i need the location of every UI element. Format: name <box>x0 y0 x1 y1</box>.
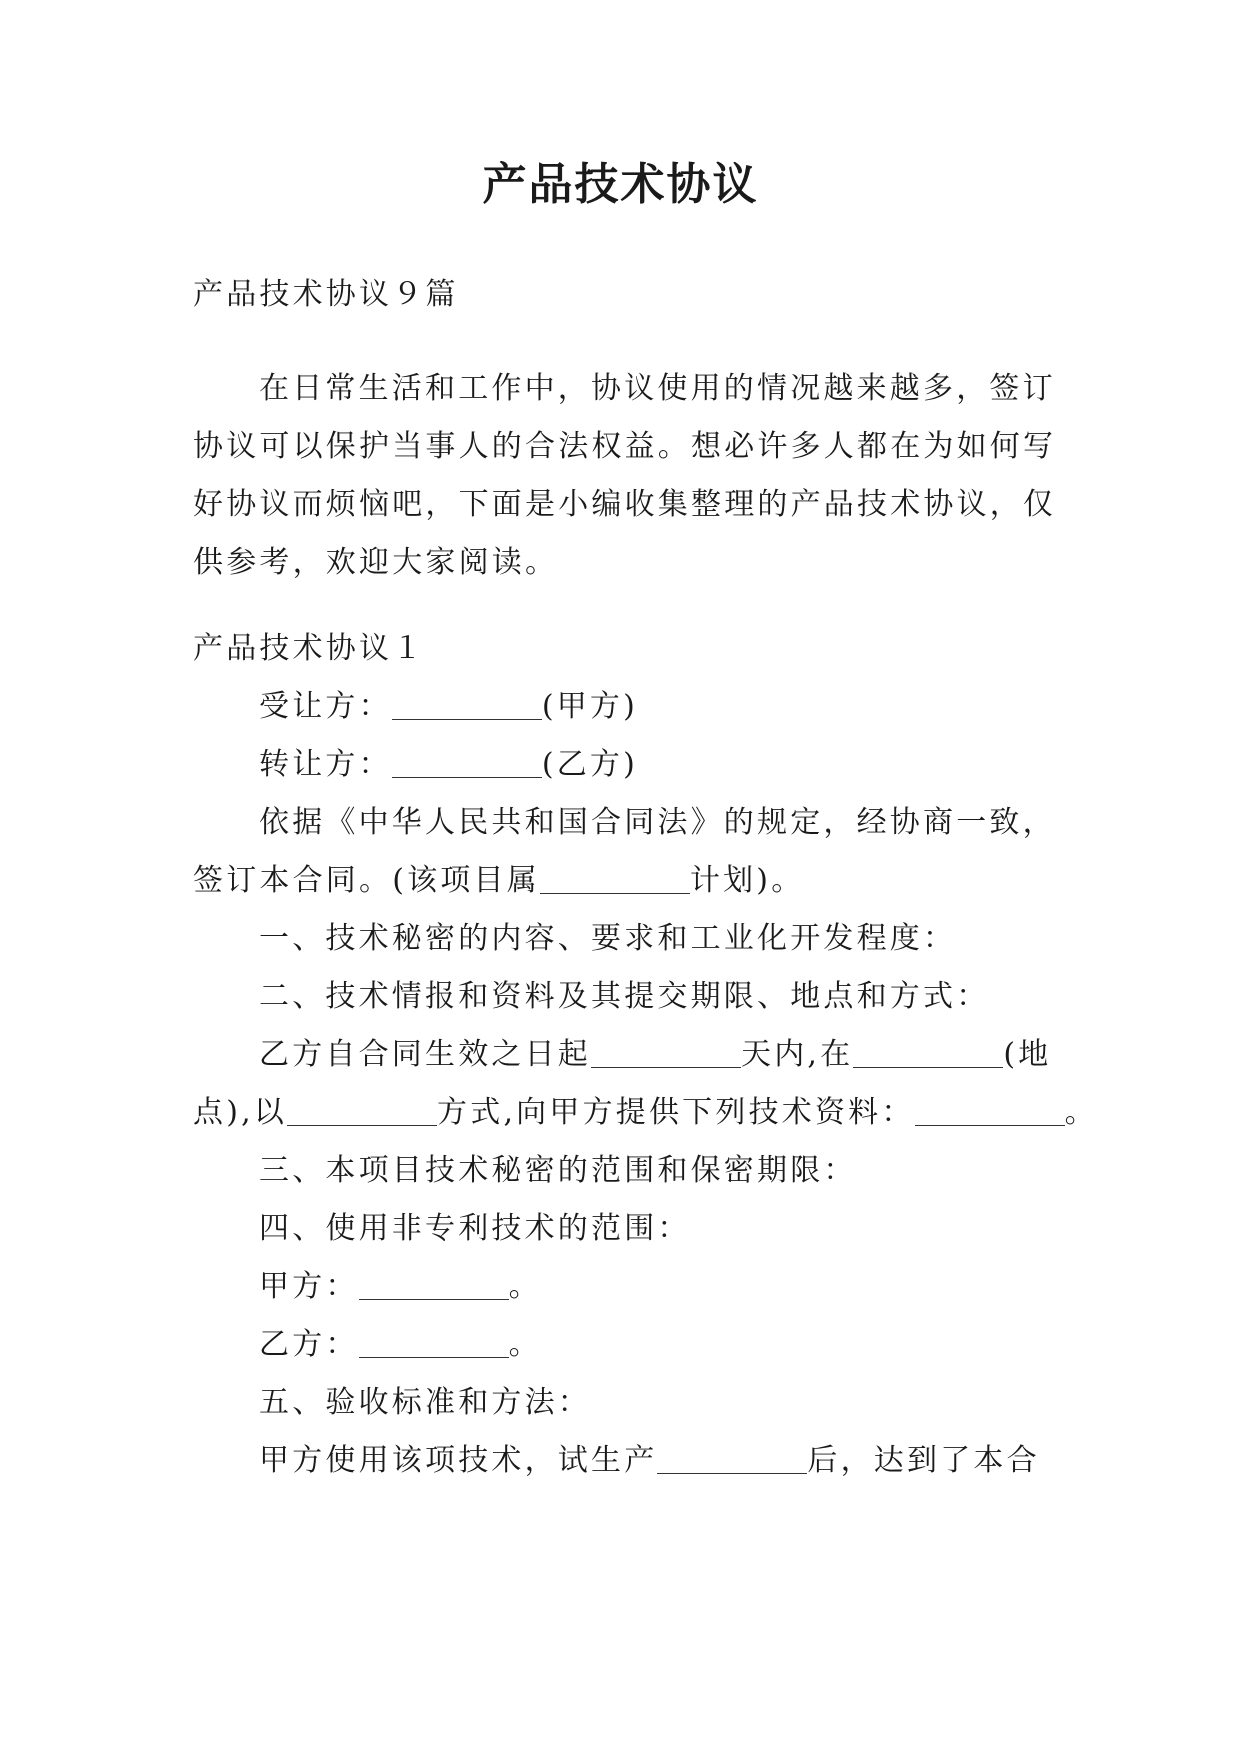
subtitle-text: 产品技术协议９篇 <box>193 277 459 312</box>
licensee-label: 受让方： <box>259 689 392 724</box>
clause-4: 四、使用非专利技术的范围： <box>259 1211 691 1246</box>
party-b-scope <box>193 1316 1073 1374</box>
section-heading: 产品技术协议１ <box>193 631 426 666</box>
delivery-line-cont <box>193 1084 1098 1142</box>
delivery-text: 。 <box>1064 1095 1098 1130</box>
clause-2: 二、技术情报和资料及其提交期限、地点和方式： <box>259 979 990 1014</box>
licensor-label: 转让方： <box>259 747 392 782</box>
intro-line: 供参考，欢迎大家阅读。 <box>193 545 559 580</box>
basis-line: 依据《中华人民共和国合同法》的规定，经协商一致， <box>259 805 1056 840</box>
blank-field <box>915 1095 1065 1126</box>
project-line <box>193 852 1073 910</box>
clause-5: 五、验收标准和方法： <box>259 1385 591 1420</box>
project-text: 计划)。 <box>689 863 805 898</box>
acceptance-line <box>193 1432 1073 1490</box>
party-b-tag: (乙方) <box>541 747 639 782</box>
delivery-text: 乙方自合同生效之日起 <box>259 1037 591 1072</box>
delivery-line <box>193 1026 1073 1084</box>
blank-field <box>591 1037 741 1068</box>
party-a-tag: (甲方) <box>541 689 639 724</box>
document-title: 产品技术协议 <box>482 159 759 210</box>
blank-field <box>540 863 690 894</box>
blank-field <box>287 1095 437 1126</box>
delivery-text: 天内,在 <box>741 1037 854 1072</box>
licensor-line <box>193 736 1073 794</box>
intro-paragraph <box>193 360 1073 592</box>
intro-line: 好协议而烦恼吧，下面是小编收集整理的产品技术协议，仅 <box>193 487 1057 522</box>
acceptance-text: 后，达到了本合 <box>807 1443 1040 1478</box>
delivery-text: 点),以 <box>193 1095 288 1130</box>
delivery-text: (地 <box>1003 1037 1052 1072</box>
blank-field <box>657 1443 807 1474</box>
project-text: 签订本合同。(该项目属 <box>193 863 540 898</box>
party-b-label: 乙方： <box>259 1327 359 1362</box>
party-a-scope <box>193 1258 1073 1316</box>
blank-field <box>392 747 542 778</box>
period: 。 <box>508 1269 542 1304</box>
licensee-line <box>193 678 1073 736</box>
party-a-label: 甲方： <box>259 1269 359 1304</box>
intro-line: 在日常生活和工作中，协议使用的情况越来越多，签订 <box>259 371 1056 406</box>
blank-field <box>359 1327 509 1358</box>
blank-field <box>392 689 542 720</box>
agreement-body <box>193 620 1098 1490</box>
subtitle <box>193 266 1073 324</box>
clause-1: 一、技术秘密的内容、要求和工业化开发程度： <box>259 921 957 956</box>
blank-field <box>853 1037 1003 1068</box>
delivery-text: 方式,向甲方提供下列技术资料： <box>437 1095 915 1130</box>
period: 。 <box>508 1327 542 1362</box>
blank-field <box>359 1269 509 1300</box>
acceptance-text: 甲方使用该项技术，试生产 <box>259 1443 658 1478</box>
clause-3: 三、本项目技术秘密的范围和保密期限： <box>259 1153 857 1188</box>
intro-line: 协议可以保护当事人的合法权益。想必许多人都在为如何写 <box>193 429 1057 464</box>
